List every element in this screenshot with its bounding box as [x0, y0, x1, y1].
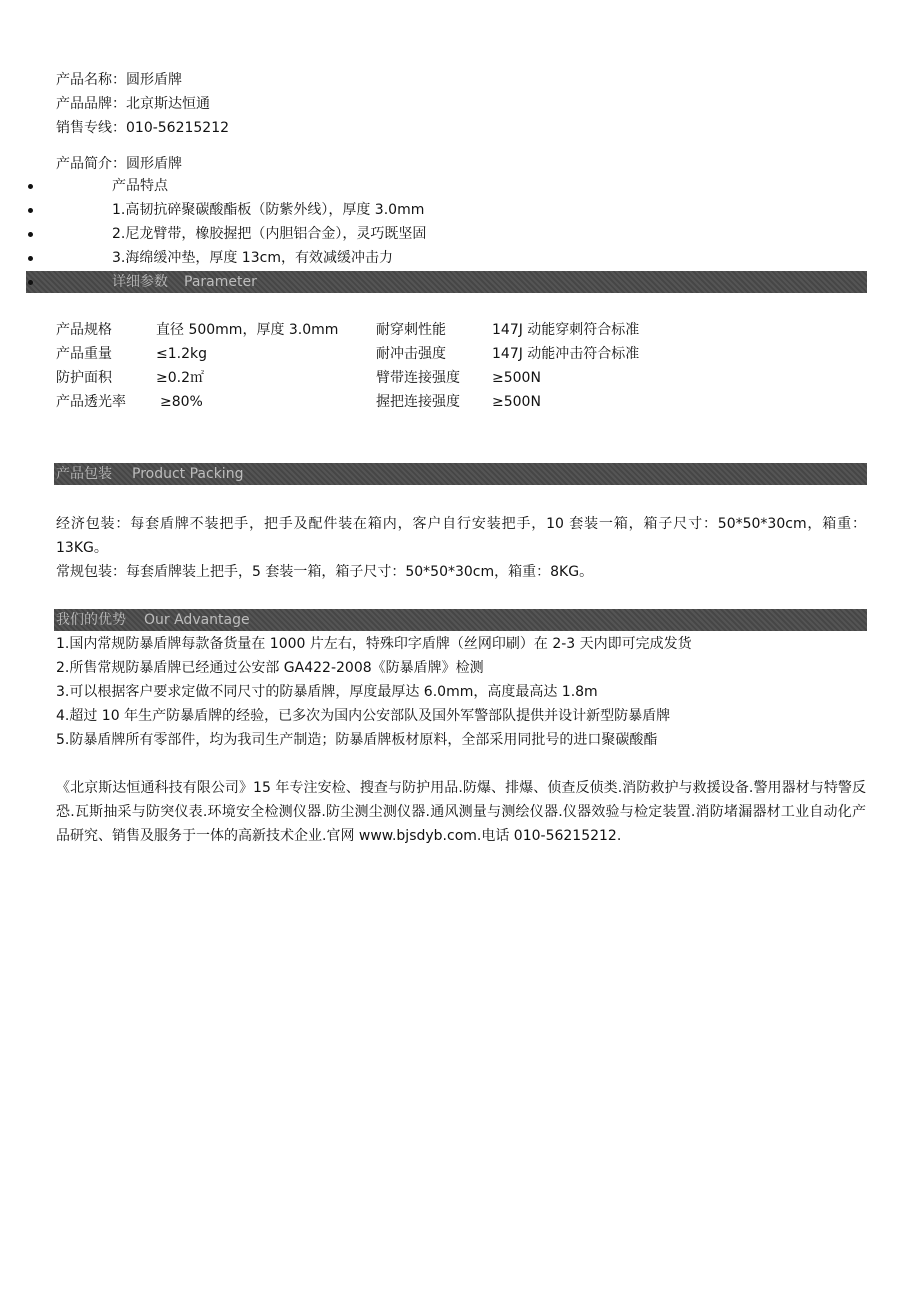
features-title: 产品特点 [112, 178, 168, 194]
feature-item: 1.高韧抗碎聚碳酸酯板（防紫外线），厚度 3.0mm [112, 202, 425, 218]
param-key: 握把连接强度 [376, 394, 460, 410]
product-name-label: 产品名称： [56, 72, 126, 88]
param-value: ≥500N [492, 370, 541, 386]
params-section-header [26, 271, 867, 293]
param-key: 产品透光率 [56, 394, 126, 410]
param-value: ≤1.2kg [156, 346, 207, 362]
sales-hotline-line [56, 118, 229, 138]
product-name-line [56, 70, 182, 90]
feature-item: 3.海绵缓冲垫，厚度 13cm，有效减缓冲击力 [112, 250, 393, 266]
param-key: 产品重量 [56, 346, 112, 362]
param-value: ≥80% [160, 394, 203, 410]
advantage-heading-en: Our Advantage [144, 612, 250, 628]
bullet-icon [28, 184, 33, 189]
advantage-item: 2.所售常规防暴盾牌已经通过公安部 GA422-2008《防暴盾牌》检测 [56, 660, 484, 676]
packing-section-header [54, 463, 867, 485]
economy-packing-text: 经济包装：每套盾牌不装把手，把手及配件装在箱内，客户自行安装把手，10 套装一箱，箱子尺寸：50*50*30cm，箱重：13KG。 [56, 516, 866, 556]
bullet-icon [28, 280, 33, 285]
param-value: ≥0.2㎡ [156, 370, 204, 386]
feature-item: 2.尼龙臂带，橡胶握把（内胆铝合金），灵巧既坚固 [112, 226, 427, 242]
params-heading-cn: 详细参数 [112, 274, 168, 290]
params-heading-en: Parameter [184, 274, 257, 290]
advantage-item: 4.超过 10 年生产防暴盾牌的经验，已多次为国内公安部队及国外军警部队提供并设计新型防暴盾牌 [56, 708, 671, 724]
bullet-icon [28, 208, 33, 213]
product-intro-line [56, 154, 182, 174]
product-intro-value: 圆形盾牌 [126, 156, 182, 172]
param-value: 直径 500mm，厚度 3.0mm [156, 322, 339, 338]
sales-hotline-label: 销售专线： [56, 120, 126, 136]
packing-heading-en: Product Packing [132, 466, 244, 482]
param-key: 耐穿刺性能 [376, 322, 446, 338]
product-brand-label: 产品品牌： [56, 96, 126, 112]
param-key: 臂带连接强度 [376, 370, 460, 386]
product-name-value: 圆形盾牌 [126, 72, 182, 88]
company-description: 《北京斯达恒通科技有限公司》15 年专注安检、搜查与防护用品.防爆、排爆、侦查反侦类.消防救护与救援设备.警用器材与特警反恐.瓦斯抽采与防突仪表.环境安全检测仪器.防尘测尘测仪器.通风测量与测绘仪器.仪器效验与检定装置.消防堵漏器材工业自动化产品研究、销售及服务于一体的高新技术企业.官网 www.bjsdyb.com.电话 010-56215212. [56, 780, 866, 844]
sales-hotline-value: 010-56215212 [126, 120, 230, 136]
regular-packing-text: 常规包装：每套盾牌装上把手，5 套装一箱，箱子尺寸：50*50*30cm，箱重：8KG。 [56, 564, 594, 580]
param-value: 147J 动能穿刺符合标准 [492, 322, 640, 338]
param-key: 耐冲击强度 [376, 346, 446, 362]
advantage-heading-cn: 我们的优势 [56, 612, 126, 628]
advantage-section-header [54, 609, 867, 631]
param-value: ≥500N [492, 394, 541, 410]
product-brand-line [56, 94, 210, 114]
product-brand-value: 北京斯达恒通 [126, 96, 210, 112]
bullet-icon [28, 232, 33, 237]
product-intro-label: 产品简介： [56, 156, 126, 172]
param-value: 147J 动能冲击符合标准 [492, 346, 640, 362]
advantage-item: 5.防暴盾牌所有零部件，均为我司生产制造；防暴盾牌板材原料，全部采用同批号的进口聚碳酸酯 [56, 732, 658, 748]
advantage-item: 3.可以根据客户要求定做不同尺寸的防暴盾牌，厚度最厚达 6.0mm，高度最高达 1.8m [56, 684, 598, 700]
advantage-item: 1.国内常规防暴盾牌每款备货量在 1000 片左右，特殊印字盾牌（丝网印刷）在 2-3 天内即可完成发货 [56, 636, 692, 652]
param-key: 产品规格 [56, 322, 112, 338]
packing-heading-cn: 产品包装 [56, 466, 112, 482]
param-key: 防护面积 [56, 370, 112, 386]
bullet-icon [28, 256, 33, 261]
